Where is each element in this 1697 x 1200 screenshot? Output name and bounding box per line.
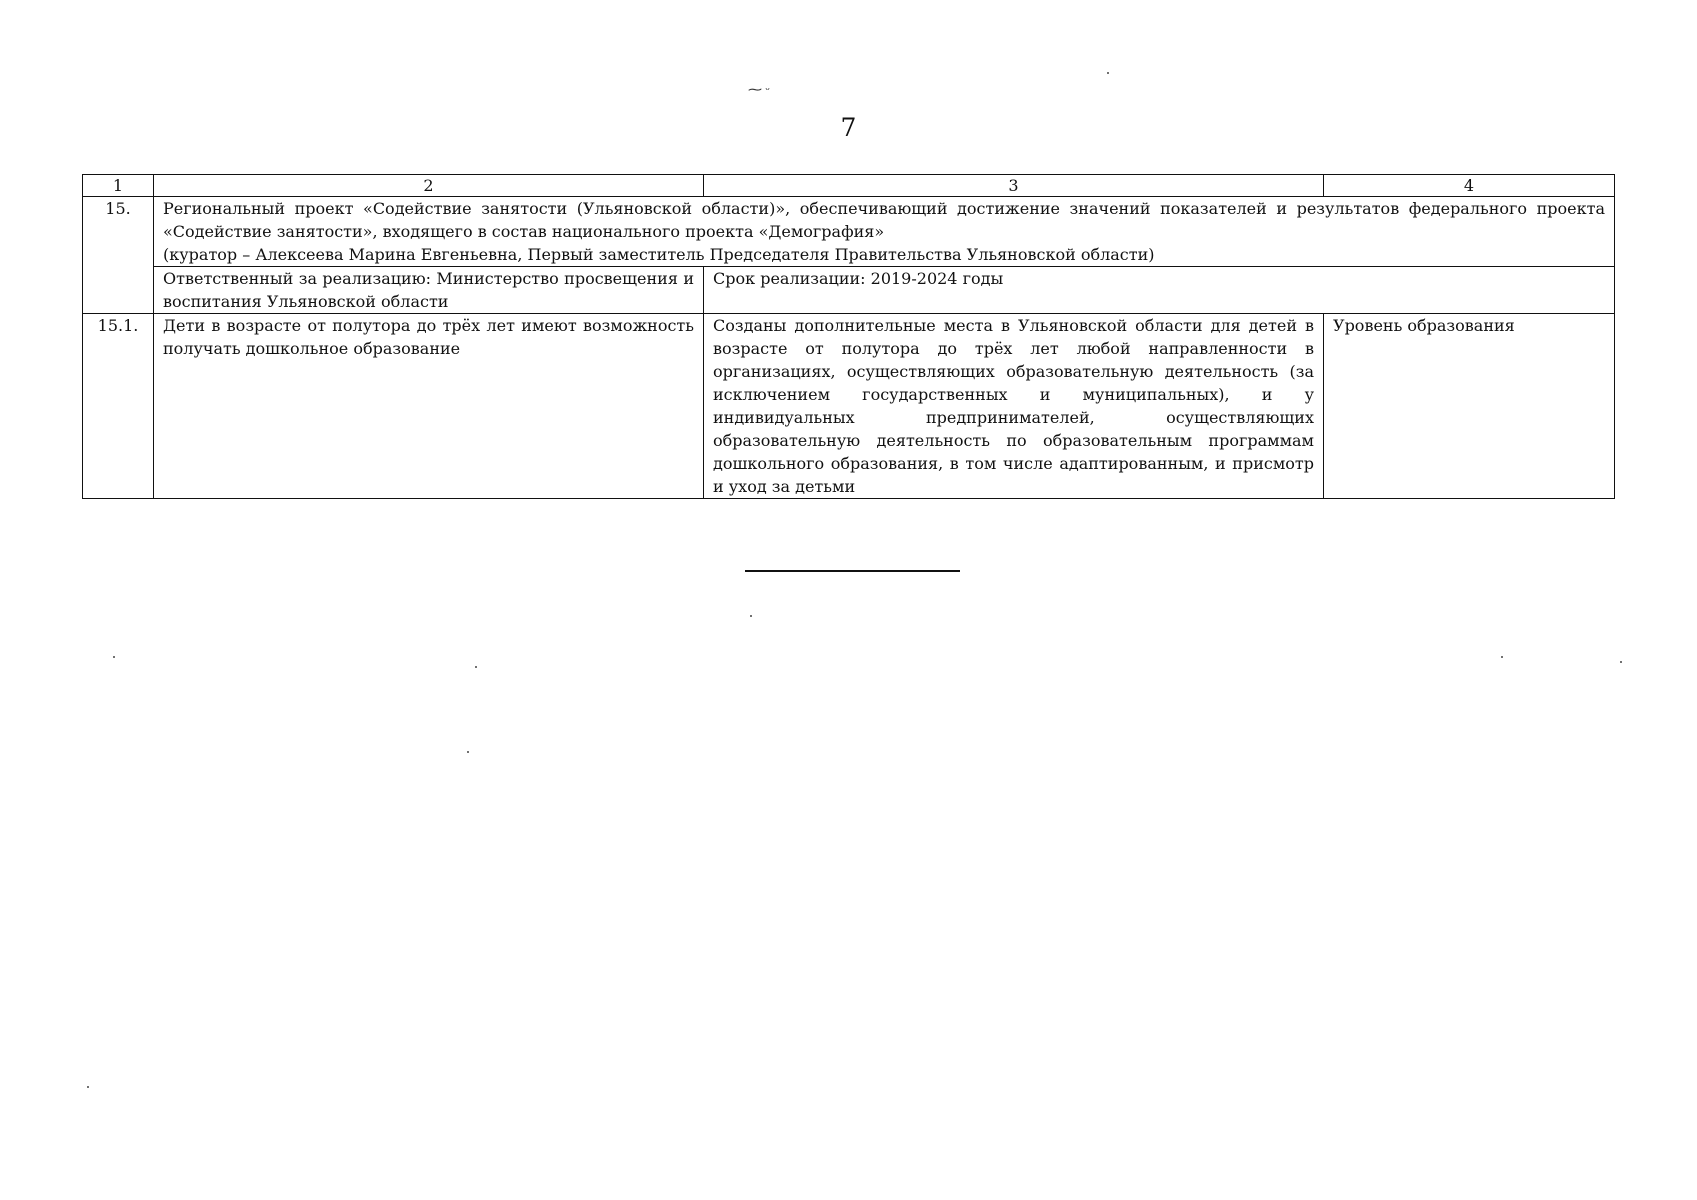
column-number-1: 1 <box>83 175 154 197</box>
closing-rule <box>745 570 960 572</box>
scan-speck <box>467 751 469 753</box>
scan-speck <box>1107 72 1109 74</box>
column-number-2: 2 <box>154 175 704 197</box>
table-row <box>83 314 1615 499</box>
row-indicator: Уровень образования <box>1324 314 1615 499</box>
regional-project-table <box>82 174 1615 499</box>
row-task: Дети в возрасте от полутора до трёх лет имеют возможность получать дошкольное образование <box>154 314 704 499</box>
scan-artifact-mark: ⁓ ᵕ <box>748 83 770 98</box>
scan-speck <box>475 666 477 668</box>
scan-speck <box>1620 661 1622 663</box>
scan-speck <box>87 1086 89 1088</box>
scan-speck <box>1501 656 1503 658</box>
section-title <box>154 197 1615 267</box>
section-responsible-row <box>83 267 1615 314</box>
section-responsible: Ответственный за реализацию: Министерство просвещения и воспитания Ульяновской области <box>154 267 704 314</box>
row-result: Созданы дополнительные места в Ульяновской области для детей в возрасте от полутора до трёх лет любой направленности в организациях, осуществляющих образовательную деятельность (за исключением государственных и муниципальных), и у индивидуальных предпринимателей, осуществляющих образовательную деятельность по образовательным программам дошкольного образования, в том числе адаптированным, и присмотр и уход за детьми <box>704 314 1324 499</box>
row-number: 15.1. <box>83 314 154 499</box>
section-title-line: Региональный проект «Содействие занятости (Ульяновской области)», обеспечивающий достижение значений показателей и результатов федерального проекта <box>163 199 1605 218</box>
section-number: 15. <box>83 197 154 314</box>
scan-speck <box>113 656 115 658</box>
section-title-row <box>83 197 1615 267</box>
column-number-4: 4 <box>1324 175 1615 197</box>
section-title-line: (куратор – Алексеева Марина Евгеньевна, Первый заместитель Председателя Правительства Ульяновской области) <box>163 245 1155 264</box>
section-title-line: «Содействие занятости», входящего в состав национального проекта «Демография» <box>163 222 885 241</box>
scan-speck <box>750 615 752 617</box>
page-number: 7 <box>840 113 857 142</box>
section-term: Срок реализации: 2019-2024 годы <box>704 267 1615 314</box>
column-number-row <box>83 175 1615 197</box>
column-number-3: 3 <box>704 175 1324 197</box>
